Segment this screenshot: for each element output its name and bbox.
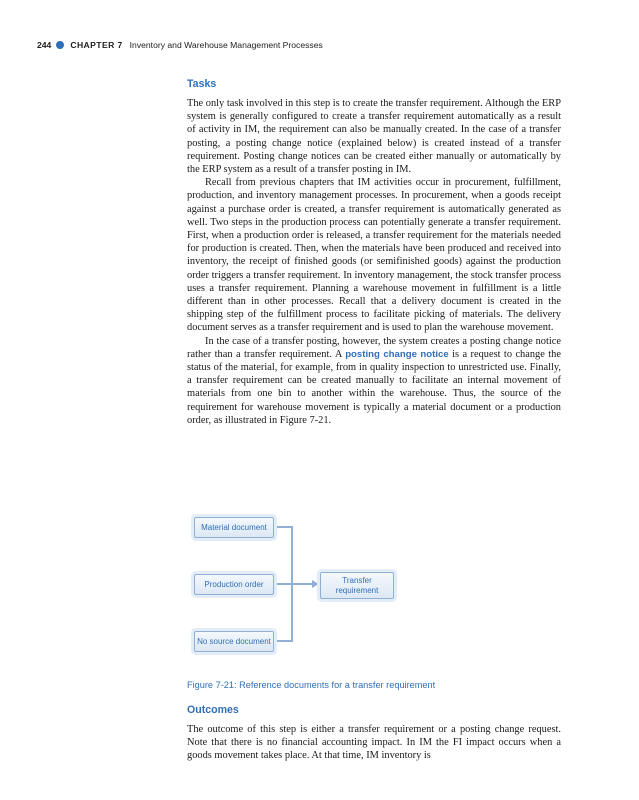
outcomes-heading: Outcomes	[187, 704, 239, 716]
para3-text-after: is a request to change the status of the material, for example, from in quality inspection to unrestricted use. Finally, a transfer requirement can be created manually to facilitate an internal movement of materials from one bin to another within the warehouse. Thus, the source of the requirement for warehouse movement is typically a material document or a production order, as illustrated in Figure 7-21.	[187, 348, 561, 426]
figure-7-21-diagram	[186, 512, 406, 662]
para3-text-before: In the case of a transfer posting, however, the system creates a posting change notice rather than a transfer requirement. A	[187, 335, 561, 360]
box-production-order: Production order	[194, 574, 274, 595]
outcomes-body	[187, 723, 561, 763]
tasks-body	[187, 97, 561, 427]
page-number: 244	[37, 40, 52, 50]
tasks-paragraph-3	[187, 335, 561, 427]
figure-caption: Figure 7-21: Reference documents for a transfer requirement	[187, 680, 436, 690]
box-no-source-document: No source document	[194, 631, 274, 652]
running-header	[37, 37, 323, 53]
key-term-posting-change-notice: posting change notice	[345, 348, 449, 360]
tasks-paragraph-1: The only task involved in this step is to create the transfer requirement. Although the ERP system is generally configured to create a transfer requirement automatically as a result of activity in IM, the requirement can also be manually created. In the case of a transfer posting, a posting change notice (explained below) is created instead of a transfer requirement. Posting change notices can be created either manually or automatically by the ERP system as a result of a transfer posting in IM.	[187, 98, 561, 176]
chapter-label: CHAPTER 7	[70, 40, 123, 50]
tasks-heading: Tasks	[187, 78, 217, 90]
box-material-document: Material document	[194, 517, 274, 538]
tasks-paragraph-2: Recall from previous chapters that IM activities occur in procurement, fulfillment, production, and inventory management processes. In procurement, when a goods receipt against a purchase order is created, a transfer requirement is automatically generated as well. Two steps in the production process can potentially generate a transfer requirement. First, when a production order is released, a transfer requirement for the materials needed for production is created. Then, when the materials have been produced and received into inventory, the receipt of finished goods (or semifinished goods) against the production order triggers a transfer requirement. In inventory management, the stock transfer process uses a transfer requirement. Planning a warehouse movement in fulfillment is a little different than in other processes. Recall that a delivery document is created in the shipping step of the fulfillment process to facilitate picking of materials. The delivery document serves as a transfer requirement and is used to plan the warehouse movement.	[187, 177, 561, 334]
chapter-title: Inventory and Warehouse Management Processes	[129, 40, 323, 50]
box-transfer-requirement: Transfer requirement	[320, 572, 394, 599]
bullet-dot-icon	[56, 41, 64, 49]
outcomes-paragraph: The outcome of this step is either a transfer requirement or a posting change request. Note that there is no financial accounting impact. In IM the FI impact occurs when a goods movement takes place. At that time, IM inventory is	[187, 724, 561, 762]
